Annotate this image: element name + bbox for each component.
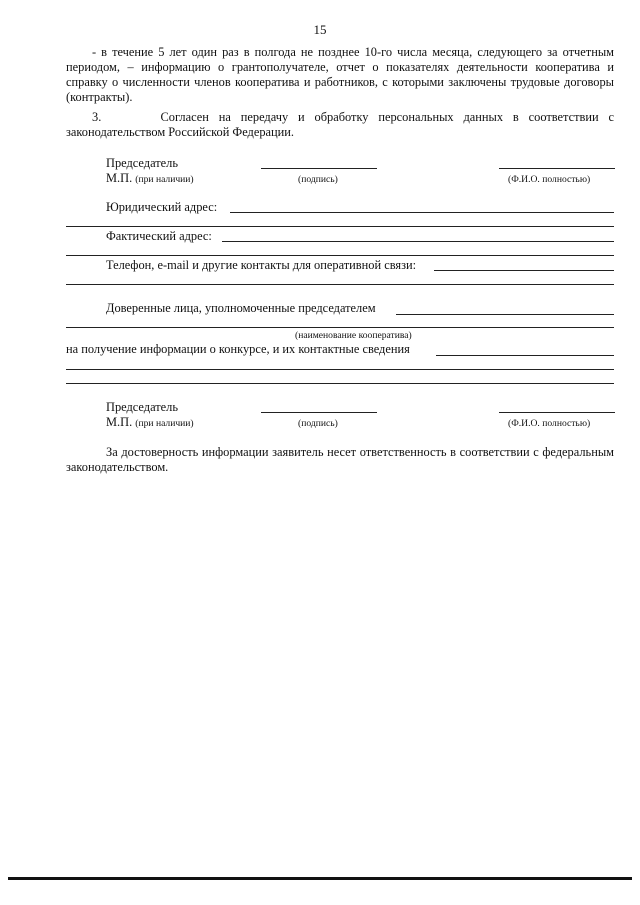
stamp-label-2 <box>106 415 194 430</box>
item-number: 3. <box>92 110 102 124</box>
page-number: 15 <box>313 22 327 37</box>
contacts-label: Телефон, e-mail и другие контакты для оперативной связи: <box>106 258 417 272</box>
chairman-label: Председатель <box>106 156 179 170</box>
signature-line-2[interactable] <box>261 412 377 413</box>
signature-caption: (подпись) <box>298 174 338 185</box>
bottom-border <box>8 877 632 880</box>
stamp-mark: М.П. <box>106 171 133 185</box>
contest-info-line-3[interactable] <box>66 383 614 384</box>
signature-caption-2: (подпись) <box>298 418 338 429</box>
signature-line[interactable] <box>261 168 377 169</box>
name-caption-2: (Ф.И.О. полностью) <box>508 418 591 429</box>
contacts-field[interactable] <box>434 270 614 271</box>
stamp-note-2: (при наличии) <box>135 418 194 429</box>
stamp-note: (при наличии) <box>135 174 194 185</box>
name-line[interactable] <box>499 168 615 169</box>
consent-text: Согласен на передачу и обработку персональных данных в соответствии с законодательством Российской Федерации. <box>66 110 615 139</box>
stamp-label <box>106 171 194 186</box>
contest-info-label: на получение информации о конкурсе, и их контактные сведения <box>66 342 410 356</box>
legal-address-field-continued[interactable] <box>66 226 614 227</box>
paragraph-reporting: - в течение 5 лет один раз в полгода не позднее 10-го числа месяца, следующего за отчетным периодом, – информацию о грантополучателе, отчет о показателях деятельности кооператива и справку о численности членов кооператива и работников, с которыми заключены трудовые договоры (контракты). <box>66 45 614 104</box>
contest-info-line-2[interactable] <box>66 369 614 370</box>
actual-address-label: Фактический адрес: <box>106 229 212 243</box>
chairman-label-2: Председатель <box>106 400 179 414</box>
contest-info-field[interactable] <box>436 355 614 356</box>
contacts-field-continued[interactable] <box>66 284 614 285</box>
actual-address-field-continued[interactable] <box>66 255 614 256</box>
closing-statement: За достоверность информации заявитель несет ответственность в соответствии с федеральным законодательством. <box>66 445 614 474</box>
cooperative-name-field[interactable] <box>66 327 614 328</box>
cooperative-name-caption: (наименование кооператива) <box>295 330 412 341</box>
paragraph-consent <box>66 110 614 140</box>
name-line-2[interactable] <box>499 412 615 413</box>
trusted-persons-label: Доверенные лица, уполномоченные председателем <box>106 301 376 315</box>
stamp-mark-2: М.П. <box>106 415 133 429</box>
trusted-persons-field[interactable] <box>396 314 614 315</box>
legal-address-label: Юридический адрес: <box>106 200 218 214</box>
legal-address-field[interactable] <box>230 212 614 213</box>
name-caption: (Ф.И.О. полностью) <box>508 174 591 185</box>
actual-address-field[interactable] <box>222 241 614 242</box>
